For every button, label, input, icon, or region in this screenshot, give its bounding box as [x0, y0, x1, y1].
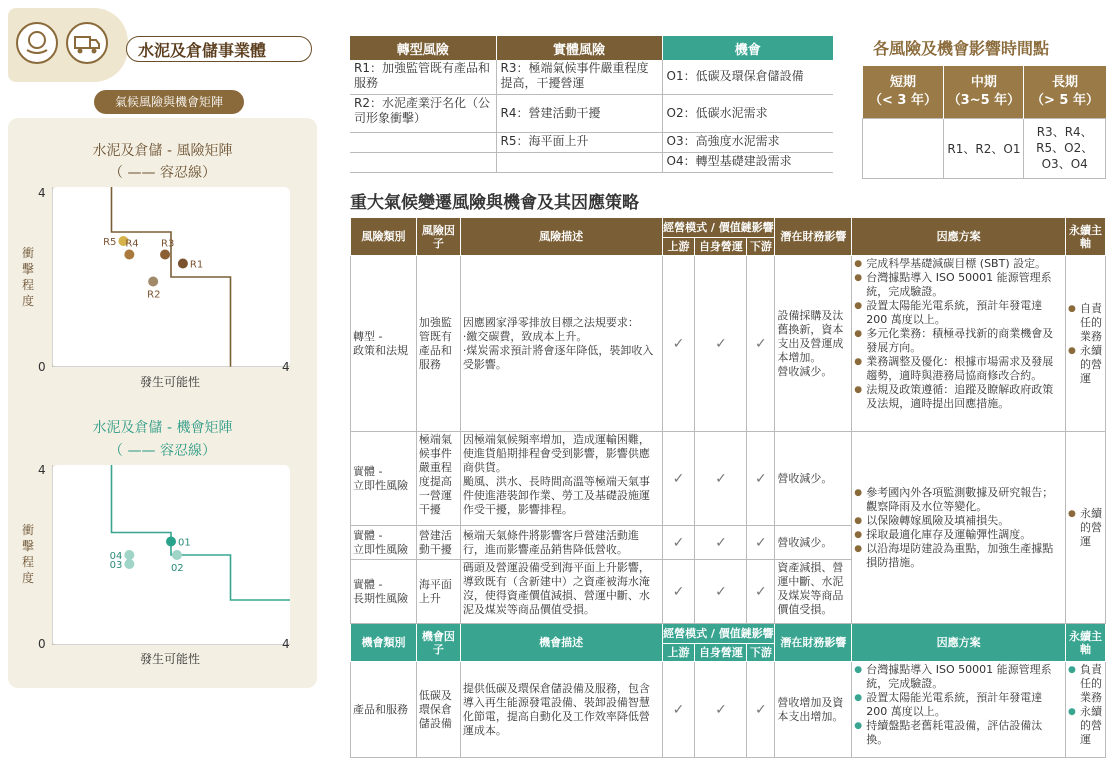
point-label-r4: R4	[125, 238, 139, 250]
row-impact: 資產減損、營運中斷、水泥及煤炭等商品價值受損。	[775, 560, 852, 624]
check-icon: ✓	[695, 256, 747, 432]
opp-matrix-svg	[52, 465, 290, 645]
row-axis	[1065, 662, 1105, 758]
row-category: 產品和服務	[351, 662, 417, 758]
row-factor: 加強監管既有產品和服務	[416, 256, 460, 432]
check-icon: ✓	[662, 560, 695, 624]
risk-tick-x4: 4	[282, 360, 290, 374]
response-item: ● 持續盤點老舊耗電設備，評估設備汰換。	[854, 719, 1063, 747]
row-desc: 極端天氣條件將影響客戶營建活動進行，進而影響產品銷售降低營收。	[460, 526, 662, 560]
point-label-r1: R1	[189, 259, 204, 271]
risk-matrix-svg	[52, 187, 290, 367]
header-transition-risk: 轉型風險	[350, 36, 496, 60]
header-axis: 永續主軸	[1065, 218, 1105, 256]
axis-item: ● 永續的營運	[1068, 507, 1103, 549]
check-icon: ✓	[695, 526, 747, 560]
row-axis	[1065, 256, 1105, 432]
header-opp-category: 機會類別	[351, 624, 417, 662]
risk-chart-legend: （ —— 容忍線）	[109, 165, 216, 181]
row-desc: 碼頭及營運設備受到海平面上升影響，導致既有（含新建中）之資產被海水淹沒，使得資產價值減損、營運中斷、水泥及煤炭等商品價值受損。	[460, 560, 662, 624]
cell-o4: O4：轉型基礎建設需求	[662, 152, 833, 172]
check-icon: ✓	[747, 256, 775, 432]
check-icon: ✓	[662, 432, 695, 526]
row-responses	[852, 256, 1066, 432]
cell-o3: O3：高強度水泥需求	[662, 132, 833, 152]
row-factor: 低碳及環保倉儲設備	[416, 662, 460, 758]
point-r1	[178, 259, 188, 269]
cell-long-term: R3、R4、R5、O2、O3、O4	[1024, 118, 1106, 178]
check-icon: ✓	[695, 560, 747, 624]
opp-chart-legend: （ —— 容忍線）	[109, 443, 216, 459]
header-risk-category: 風險類別	[351, 218, 417, 256]
response-item: ● 設置太陽能光電系統，預計年發電達 200 萬度以上。	[854, 691, 1063, 719]
header-upstream: 上游	[662, 238, 695, 256]
header-value-chain: 經營模式 / 價值鏈影響	[662, 218, 775, 238]
point-label-02: 02	[170, 563, 184, 574]
point-02	[172, 550, 182, 560]
response-item: ● 台灣據點導入 ISO 50001 能源管理系統，完成驗證。	[854, 663, 1063, 691]
cell-r3: R3：極端氣候事件嚴重程度提高，干擾營運	[496, 60, 662, 94]
header-value-chain: 經營模式 / 價值鏈影響	[662, 624, 775, 644]
header-downstream: 下游	[747, 238, 775, 256]
timing-title: 各風險及機會影響時間點	[873, 39, 1050, 58]
cell-o2: O2：低碳水泥需求	[662, 94, 833, 132]
header-short-term: 短期 （< 3 年）	[863, 66, 944, 118]
header-risk-factor: 風險因子	[416, 218, 460, 256]
response-item: ● 採取最適化庫存及運輸彈性調度。	[854, 528, 1063, 542]
point-r2	[148, 277, 158, 287]
header-self: 自身營運	[695, 238, 747, 256]
risk-opportunity-list	[350, 36, 833, 173]
header-axis: 永續主軸	[1065, 624, 1105, 662]
response-item: ● 參考國內外各項監測數據及研究報告；觀察降雨及水位等變化。	[854, 486, 1063, 514]
opp-xlabel: 發生可能性	[140, 652, 201, 666]
risk-tick-y4: 4	[38, 186, 46, 200]
point-label-r3: R3	[161, 238, 175, 250]
header-physical-risk: 實體風險	[496, 36, 662, 60]
response-item: ● 業務調整及優化：根據市場需求及發展趨勢，適時與港務局協商修改合約。	[854, 355, 1063, 383]
point-label-r2: R2	[147, 289, 161, 301]
row-category: 實體 - 立即性風險	[351, 526, 417, 560]
cell-r2: R2：水泥產業汙名化（公司形象衝擊）	[350, 94, 496, 132]
cell-r1: R1：加強監管既有產品和服務	[350, 60, 496, 94]
row-impact: 營收增加及資本支出增加。	[775, 662, 852, 758]
row-desc: 提供低碳及環保倉儲設備及服務，包含導入再生能源發電設備、裝卸設備智慧化節電，提高自動化及工作效率降低營運成本。	[460, 662, 662, 758]
header-financial-impact: 潛在財務影響	[775, 624, 852, 662]
header-financial-impact: 潛在財務影響	[775, 218, 852, 256]
risk-tick-0: 0	[38, 360, 46, 374]
row-factor: 營建活動干擾	[416, 526, 460, 560]
opp-tick-0: 0	[38, 637, 46, 651]
row-responses	[852, 662, 1066, 758]
opp-tick-x4: 4	[282, 637, 290, 651]
cell-empty	[350, 132, 496, 152]
point-04	[124, 550, 134, 560]
response-item: ● 完成科學基礎減碳目標 (SBT) 設定。	[854, 257, 1063, 271]
globe-hand-icon	[16, 22, 58, 64]
axis-item: ● 永續的營運	[1068, 344, 1103, 386]
point-label-r5: R5	[103, 237, 117, 248]
response-item: ● 以保險轉嫁風險及填補損失。	[854, 514, 1063, 528]
cell-r5: R5：海平面上升	[496, 132, 662, 152]
check-icon: ✓	[747, 432, 775, 526]
main-table-title: 重大氣候變遷風險與機會及其因應策略	[350, 193, 639, 213]
axis-item: ● 自責任的業務	[1068, 302, 1103, 344]
row-impact: 營收減少。	[775, 526, 852, 560]
row-factor: 極端氣候事件嚴重程度提高一營運干擾	[416, 432, 460, 526]
response-item: ● 法規及政策遵循：追蹤及瞭解政府政策及法規，適時提出回應措施。	[854, 383, 1063, 411]
cell-empty	[496, 152, 662, 172]
header-long-term: 長期 （> 5 年）	[1024, 66, 1106, 118]
header-self: 自身營運	[695, 644, 747, 662]
check-icon: ✓	[747, 560, 775, 624]
tolerance-line	[109, 465, 291, 600]
timing-table	[862, 66, 1106, 179]
header-opp-desc: 機會描述	[460, 624, 662, 662]
row-factor: 海平面上升	[416, 560, 460, 624]
row-category: 實體 - 長期性風險	[351, 560, 417, 624]
tolerance-line	[112, 187, 231, 367]
header-downstream: 下游	[747, 644, 775, 662]
point-label-01: 01	[178, 537, 191, 549]
row-impact: 營收減少。	[775, 432, 852, 526]
opp-chart-title: 水泥及倉儲 - 機會矩陣	[92, 420, 233, 436]
row-category: 轉型 - 政策和法規	[351, 256, 417, 432]
check-icon: ✓	[695, 662, 747, 758]
check-icon: ✓	[662, 256, 695, 432]
opp-matrix-plot	[52, 465, 290, 645]
point-01	[166, 537, 176, 547]
cell-short-term	[863, 118, 944, 178]
header-opp-factor: 機會因子	[416, 624, 460, 662]
risk-ylabel: 衝擊程度	[22, 246, 35, 308]
response-item: ● 以沿海堤防建設為重點，加強生產據點損防措施。	[854, 542, 1063, 570]
check-icon: ✓	[747, 662, 775, 758]
response-item: ● 設置太陽能光電系統，預計年發電達 200 萬度以上。	[854, 299, 1063, 327]
cell-o1: O1：低碳及環保倉儲設備	[662, 60, 833, 94]
row-impact: 設備採購及汰舊換新，資本支出及營運成本增加。 營收減少。	[775, 256, 852, 432]
row-responses	[852, 432, 1066, 624]
header-opportunity: 機會	[662, 36, 833, 60]
row-category: 實體 - 立即性風險	[351, 432, 417, 526]
cell-mid-term: R1、R2、O1	[944, 118, 1024, 178]
cell-empty	[350, 152, 496, 172]
truck-icon	[66, 22, 108, 64]
header-response: 因應方案	[852, 218, 1066, 256]
point-label-03: 03	[109, 560, 123, 571]
row-desc: 因極端氣候頻率增加，造成運輸困難，使進貨船期排程會受到影響，影響供應商供貨。 颱風、洪水、長時間高溫等極端天氣事件使進港裝卸作業、勞工及基礎設施運作受干擾，影響排程。	[460, 432, 662, 526]
axis-item: ● 永續的營運	[1068, 705, 1103, 747]
point-03	[124, 559, 134, 569]
page-title: 水泥及倉儲事業體	[138, 41, 267, 60]
response-item: ● 多元化業務：積極尋找新的商業機會及發展方向。	[854, 327, 1063, 355]
axis-item: ● 負責任的業務	[1068, 663, 1103, 705]
risk-chart-title: 水泥及倉儲 - 風險矩陣	[92, 143, 233, 159]
climate-risk-table	[350, 217, 1106, 758]
cell-r4: R4：營建活動干擾	[496, 94, 662, 132]
point-r4	[124, 250, 134, 260]
row-desc: 因應國家淨零排放目標之法規要求： ‧繳交碳費，致成本上升。 ‧煤炭需求預計將會逐年降低，裝卸收入受影響。	[460, 256, 662, 432]
check-icon: ✓	[747, 526, 775, 560]
matrix-label: 氣候風險與機會矩陣	[94, 90, 244, 114]
opp-tick-y4: 4	[38, 463, 46, 477]
header-response: 因應方案	[852, 624, 1066, 662]
opp-ylabel: 衝擊程度	[22, 523, 35, 585]
response-item: ● 台灣據點導入 ISO 50001 能源管理系統，完成驗證。	[854, 271, 1063, 299]
header-risk-desc: 風險描述	[460, 218, 662, 256]
point-r3	[160, 250, 170, 260]
point-label-04: 04	[109, 551, 123, 562]
check-icon: ✓	[662, 662, 695, 758]
check-icon: ✓	[662, 526, 695, 560]
header-mid-term: 中期 （3~5 年）	[944, 66, 1024, 118]
header-upstream: 上游	[662, 644, 695, 662]
risk-xlabel: 發生可能性	[140, 375, 201, 389]
check-icon: ✓	[695, 432, 747, 526]
risk-matrix-plot	[52, 187, 290, 367]
row-axis	[1065, 432, 1105, 624]
